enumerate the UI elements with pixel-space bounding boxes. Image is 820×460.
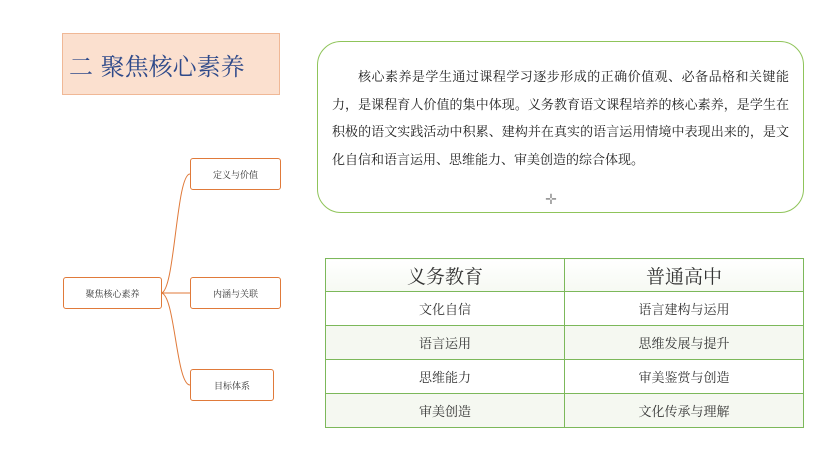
table-cell: 审美鉴赏与创造 <box>565 360 804 394</box>
table-cell: 语言运用 <box>326 326 565 360</box>
table-cell: 思维发展与提升 <box>565 326 804 360</box>
move-handle-icon[interactable]: ✛ <box>545 192 557 208</box>
definition-callout: 核心素养是学生通过课程学习逐步形成的正确价值观、必备品格和关键能力，是课程育人价值的集中体现。义务教育语文课程培养的核心素养，是学生在积极的语文实践活动中积累、建构并在真实的语言运用情境中表现出来的，是文化自信和语言运用、思维能力、审美创造的综合体现。 <box>317 41 804 213</box>
table-row <box>326 360 804 394</box>
table-cell: 文化自信 <box>326 292 565 326</box>
mindmap-branch-definition[interactable]: 定义与价值 <box>190 158 281 190</box>
connector-to-branch-1 <box>161 174 190 293</box>
slide-title: 二 聚焦核心素养 <box>62 33 280 95</box>
header-senior-high: 普通高中 <box>565 259 804 292</box>
table-row <box>326 326 804 360</box>
header-compulsory-education: 义务教育 <box>326 259 565 292</box>
table-header-row <box>326 259 804 292</box>
table-row <box>326 394 804 428</box>
mindmap-branch-goals[interactable]: 目标体系 <box>190 369 274 401</box>
connector-to-branch-3 <box>161 293 190 385</box>
core-literacy-comparison-table <box>325 258 804 428</box>
table-cell: 思维能力 <box>326 360 565 394</box>
table-row <box>326 292 804 326</box>
table-cell: 语言建构与运用 <box>565 292 804 326</box>
table-cell: 文化传承与理解 <box>565 394 804 428</box>
table-cell: 审美创造 <box>326 394 565 428</box>
mindmap-branch-connotation[interactable]: 内涵与关联 <box>190 277 281 309</box>
mindmap-root-node[interactable]: 聚焦核心素养 <box>63 277 162 309</box>
